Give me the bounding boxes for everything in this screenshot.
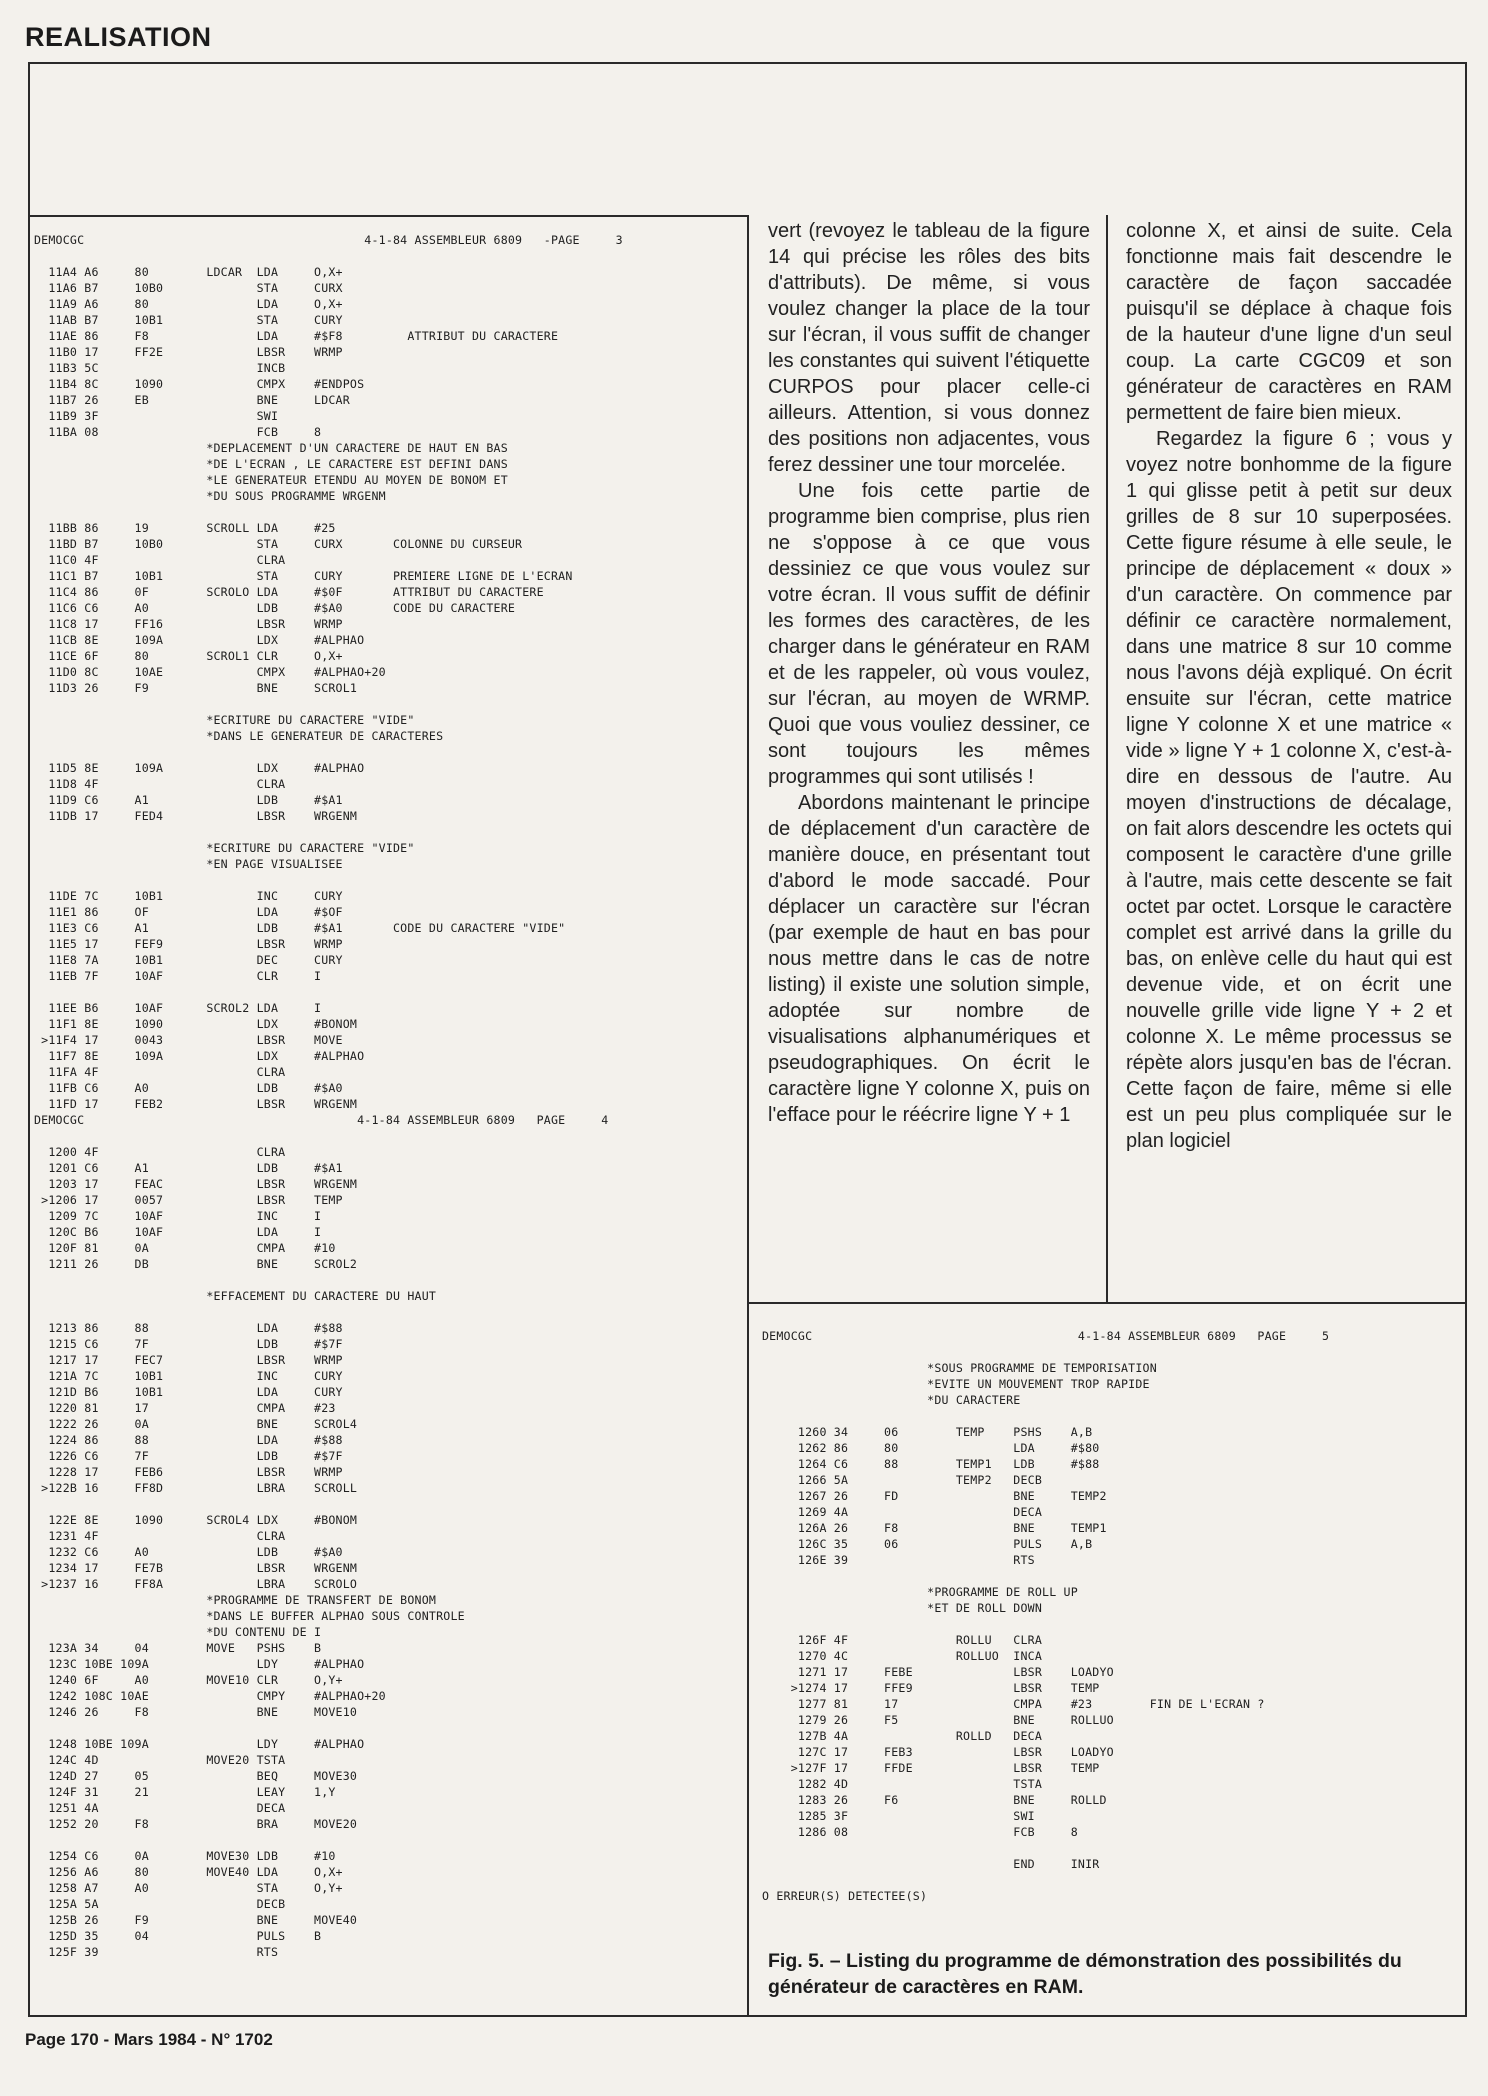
listing-line: 124F 31 21 LEAY 1,Y <box>34 1785 336 1799</box>
text-column-divider <box>1106 215 1108 1303</box>
listing-line: 11EB 7F 10AF CLR I <box>34 969 322 983</box>
listing-line: *ET DE ROLL DOWN <box>762 1601 1043 1615</box>
listing-line: 120F 81 0A CMPA #10 <box>34 1241 336 1255</box>
listing-line <box>34 824 623 840</box>
listing-line: 1213 86 88 LDA #$88 <box>34 1321 343 1335</box>
listing-line: 1260 34 06 TEMP PSHS A,B <box>762 1425 1093 1439</box>
listing-line <box>34 248 623 264</box>
section-header: REALISATION <box>25 22 212 52</box>
listing-line: END INIR <box>762 1857 1100 1871</box>
listing-line: 11B7 26 EB BNE LDCAR <box>34 393 350 407</box>
listing-line: >1206 17 0057 LBSR TEMP <box>34 1193 343 1207</box>
listing-line: 1286 08 FCB 8 <box>762 1825 1078 1839</box>
listing-line: 11FB C6 A0 LDB #$A0 <box>34 1081 343 1095</box>
paragraph: Abordons maintenant le principe de déplacement d'un caractère de manière douce, en présentant tout d'abord le mode saccadé. Pour déplacer un caractère sur l'écran (par exemple de haut en bas pour nous mettre dans le cas de notre listing) il existe une solution simple, adoptée sur nombre de visualisations alphanumériques et pseudographiques. On écrit le caractère ligne Y colonne X, puis on l'efface pour le réécrire ligne Y + 1 <box>768 792 1090 1126</box>
listing-line <box>34 1272 623 1288</box>
listing-line: 1254 C6 0A MOVE30 LDB #10 <box>34 1849 336 1863</box>
listing-line: 1251 4A DECA <box>34 1801 286 1815</box>
listing-line: 1277 81 17 CMPA #23 FIN DE L'ECRAN ? <box>762 1697 1265 1711</box>
listing-line <box>762 1408 1329 1424</box>
listing-line: 11FA 4F CLRA <box>34 1065 286 1079</box>
listing-line: 1246 26 F8 BNE MOVE10 <box>34 1705 358 1719</box>
listing-line: 1232 C6 A0 LDB #$A0 <box>34 1545 343 1559</box>
listing-line: *DU SOUS PROGRAMME WRGENM <box>34 489 386 503</box>
listing-line: *ECRITURE DU CARACTERE "VIDE" <box>34 841 415 855</box>
listing-line: 126E 39 RTS <box>762 1553 1035 1567</box>
listing-line <box>762 1840 1329 1856</box>
listing-line: >1237 16 FF8A LBRA SCROLO <box>34 1577 358 1591</box>
assembly-listing-left <box>34 232 623 1960</box>
page-footer: Page 170 - Mars 1984 - N° 1702 <box>25 2030 273 2049</box>
listing-line: 11BD B7 10B0 STA CURX COLONNE DU CURSEUR <box>34 537 523 551</box>
listing-line: 11C4 86 0F SCROLO LDA #$0F ATTRIBUT DU CARACTERE <box>34 585 544 599</box>
listing-line: 1264 C6 88 TEMP1 LDB #$88 <box>762 1457 1100 1471</box>
listing-line: 11D8 4F CLRA <box>34 777 286 791</box>
listing-line: 11A6 B7 10B0 STA CURX <box>34 281 343 295</box>
listing-line <box>762 1872 1329 1888</box>
listing-line <box>762 1616 1329 1632</box>
listing-line <box>34 1832 623 1848</box>
listing-line: 126F 4F ROLLU CLRA <box>762 1633 1043 1647</box>
listing-line: 11A4 A6 80 LDCAR LDA O,X+ <box>34 265 343 279</box>
listing-line: >1274 17 FFE9 LBSR TEMP <box>762 1681 1100 1695</box>
listing-line: *PROGRAMME DE TRANSFERT DE BONOM <box>34 1593 437 1607</box>
listing-line: 125D 35 04 PULS B <box>34 1929 322 1943</box>
listing-line: 11D5 8E 109A LDX #ALPHAO <box>34 761 365 775</box>
listing-line <box>34 872 623 888</box>
listing-line: 11C6 C6 A0 LDB #$A0 CODE DU CARACTERE <box>34 601 516 615</box>
listing-line: 127C 17 FEB3 LBSR LOADYO <box>762 1745 1114 1759</box>
paragraph: colonne X, et ainsi de suite. Cela fonctionne mais fait descendre le caractère de façon saccadée puisqu'il se déplace à chaque fois de la hauteur d'une ligne d'un seul coup. La carte CGC09 et son générateur de caractères en RAM permettent de faire bien mieux. <box>1126 220 1452 424</box>
listing-line: 11CE 6F 80 SCROL1 CLR O,X+ <box>34 649 343 663</box>
listing-line: 11AB B7 10B1 STA CURY <box>34 313 343 327</box>
listing-line: 11B9 3F SWI <box>34 409 279 423</box>
listing-line: >122B 16 FF8D LBRA SCROLL <box>34 1481 358 1495</box>
listing-line: 11FD 17 FEB2 LBSR WRGENM <box>34 1097 358 1111</box>
listing-line: 1231 4F CLRA <box>34 1529 286 1543</box>
listing-line: 11E3 C6 A1 LDB #$A1 CODE DU CARACTERE "VIDE" <box>34 921 566 935</box>
listing-line: 120C B6 10AF LDA I <box>34 1225 322 1239</box>
listing-line: 11D9 C6 A1 LDB #$A1 <box>34 793 343 807</box>
listing-line: 11B0 17 FF2E LBSR WRMP <box>34 345 343 359</box>
listing-line <box>34 696 623 712</box>
listing-line: *EFFACEMENT DU CARACTERE DU HAUT <box>34 1289 437 1303</box>
listing-line: 1240 6F A0 MOVE10 CLR O,Y+ <box>34 1673 343 1687</box>
listing-line <box>34 1128 623 1144</box>
figure-caption: Fig. 5. – Listing du programme de démonstration des possibilités du générateur de caractères en RAM. <box>768 1950 1402 1998</box>
paragraph: vert (revoyez le tableau de la figure 14 qui précise les rôles des bits d'attributs). De même, si vous voulez changer la place de la tour sur l'écran, il vous suffit de changer les constantes qui suivent l'étiquette CURPOS pour placer celle-ci ailleurs. Attention, si vous donnez des positions non adjacentes, vous ferez dessiner une tour morcelée. <box>768 220 1090 476</box>
listing-line: >11F4 17 0043 LBSR MOVE <box>34 1033 343 1047</box>
listing-line <box>34 1496 623 1512</box>
listing-top-rule <box>28 215 748 217</box>
listing-line: *DU CONTENU DE I <box>34 1625 322 1639</box>
listing-line: 1266 5A TEMP2 DECB <box>762 1473 1043 1487</box>
listing-line: 1269 4A DECA <box>762 1505 1043 1519</box>
listing-line: 11D0 8C 10AE CMPX #ALPHAO+20 <box>34 665 386 679</box>
listing-line: *ECRITURE DU CARACTERE "VIDE" <box>34 713 415 727</box>
listing-line: *DANS LE BUFFER ALPHAO SOUS CONTROLE <box>34 1609 465 1623</box>
listing-line: *EVITE UN MOUVEMENT TROP RAPIDE <box>762 1377 1150 1391</box>
listing-line: 11F7 8E 109A LDX #ALPHAO <box>34 1049 365 1063</box>
listing-line: 11E1 86 OF LDA #$OF <box>34 905 343 919</box>
listing-line: 11BA 08 FCB 8 <box>34 425 322 439</box>
listing-line <box>762 1344 1329 1360</box>
listing-line: 1217 17 FEC7 LBSR WRMP <box>34 1353 343 1367</box>
listing-line: 1209 7C 10AF INC I <box>34 1209 322 1223</box>
listing-line: 1224 86 88 LDA #$88 <box>34 1433 343 1447</box>
article-column-1 <box>768 218 1090 1128</box>
listing-line: *DANS LE GENERATEUR DE CARACTERES <box>34 729 444 743</box>
listing-line: 11E8 7A 10B1 DEC CURY <box>34 953 343 967</box>
listing-line: 1226 C6 7F LDB #$7F <box>34 1449 343 1463</box>
assembly-listing-right <box>762 1328 1329 1904</box>
listing-line: 1222 26 0A BNE SCROL4 <box>34 1417 358 1431</box>
listing-line: 1271 17 FEBE LBSR LOADYO <box>762 1665 1114 1679</box>
listing-line: *DE L'ECRAN , LE CARACTERE EST DEFINI DANS <box>34 457 508 471</box>
listing-line: 1267 26 FD BNE TEMP2 <box>762 1489 1107 1503</box>
listing-line: *EN PAGE VISUALISEE <box>34 857 343 871</box>
listing-line: 123A 34 04 MOVE PSHS B <box>34 1641 322 1655</box>
listing-line: 1242 108C 10AE CMPY #ALPHAO+20 <box>34 1689 386 1703</box>
listing-line: 126A 26 F8 BNE TEMP1 <box>762 1521 1107 1535</box>
listing-line: 11CB 8E 109A LDX #ALPHAO <box>34 633 365 647</box>
listing-line <box>34 744 623 760</box>
listing-line: 124C 4D MOVE20 TSTA <box>34 1753 286 1767</box>
listing-line: 1248 10BE 109A LDY #ALPHAO <box>34 1737 365 1751</box>
listing-line: 1256 A6 80 MOVE40 LDA O,X+ <box>34 1865 343 1879</box>
listing-line: 1201 C6 A1 LDB #$A1 <box>34 1161 343 1175</box>
listing-line: DEMOCGC 4-1-84 ASSEMBLEUR 6809 -PAGE 3 <box>34 233 623 247</box>
listing-line: 11D3 26 F9 BNE SCROL1 <box>34 681 358 695</box>
listing-line: 1252 20 F8 BRA MOVE20 <box>34 1817 358 1831</box>
listing-line: 11BB 86 19 SCROLL LDA #25 <box>34 521 336 535</box>
listing-line: 11DB 17 FED4 LBSR WRGENM <box>34 809 358 823</box>
listing-line: 11C0 4F CLRA <box>34 553 286 567</box>
listing-line: 1234 17 FE7B LBSR WRGENM <box>34 1561 358 1575</box>
listing-line: *DU CARACTERE <box>762 1393 1021 1407</box>
listing-line: 123C 10BE 109A LDY #ALPHAO <box>34 1657 365 1671</box>
listing-line: 1215 C6 7F LDB #$7F <box>34 1337 343 1351</box>
right-listing-top-rule <box>748 1302 1467 1304</box>
listing-line: 121D B6 10B1 LDA CURY <box>34 1385 343 1399</box>
listing-line: 1279 26 F5 BNE ROLLUO <box>762 1713 1114 1727</box>
listing-line: *DEPLACEMENT D'UN CARACTERE DE HAUT EN BAS <box>34 441 508 455</box>
listing-line: 1258 A7 A0 STA O,Y+ <box>34 1881 343 1895</box>
paragraph: Regardez la figure 6 ; vous y voyez notre bonhomme de la figure 1 qui glisse petit à petit sur deux grilles de 8 sur 10 superposées. Cette figure résume à elle seule, le principe de déplacement « doux » d'un caractère. On commence par définir ce caractère normalement, dans une matrice 8 sur 10 comme nous l'avons déjà expliqué. On écrit ensuite sur l'écran, cette matrice ligne Y colonne X et une matrice « vide » ligne Y + 1 colonne X, c'est-à-dire en dessous de l'autre. Au moyen d'instructions de décalage, on fait alors descendre les octets qui composent le caractère d'une grille à l'autre, mais cette descente se fait octet par octet. Lorsque le caractère complet est arrivé dans la grille du bas, on enlève celle du haut qui est devenue vide, et on écrit une nouvelle grille vide ligne Y + 2 et colonne X. Le même processus se répète alors jusqu'en bas de l'écran. Cette façon de faire, même si elle est un peu plus compliquée sur le plan logiciel <box>1126 428 1452 1152</box>
listing-line: *LE GENERATEUR ETENDU AU MOYEN DE BONOM ET <box>34 473 508 487</box>
listing-line <box>34 1304 623 1320</box>
listing-line: 126C 35 06 PULS A,B <box>762 1537 1093 1551</box>
listing-line <box>34 504 623 520</box>
listing-line: 1283 26 F6 BNE ROLLD <box>762 1793 1107 1807</box>
listing-line: 1203 17 FEAC LBSR WRGENM <box>34 1177 358 1191</box>
listing-line: 1262 86 80 LDA #$80 <box>762 1441 1100 1455</box>
listing-line: 11B4 8C 1090 CMPX #ENDPOS <box>34 377 365 391</box>
listing-line: 11F1 8E 1090 LDX #BONOM <box>34 1017 358 1031</box>
listing-line: 124D 27 05 BEQ MOVE30 <box>34 1769 358 1783</box>
listing-line: 125A 5A DECB <box>34 1897 286 1911</box>
listing-line: 121A 7C 10B1 INC CURY <box>34 1369 343 1383</box>
paragraph: Une fois cette partie de programme bien comprise, plus rien ne s'oppose à ce que vous dessiniez ce que vous voulez sur votre écran. Il vous suffit de définir les formes des caractères, de les charger dans le générateur en RAM et de les rappeler, où vous voulez, sur l'écran, au moyen de WRMP. Quoi que vous vouliez dessiner, ce sont toujours les mêmes programmes qui sont utilisés ! <box>768 480 1090 788</box>
listing-line: 11A9 A6 80 LDA O,X+ <box>34 297 343 311</box>
listing-column-divider <box>747 215 749 2017</box>
listing-line: 11B3 5C INCB <box>34 361 286 375</box>
listing-line: 11C8 17 FF16 LBSR WRMP <box>34 617 343 631</box>
listing-line: 1285 3F SWI <box>762 1809 1035 1823</box>
listing-line: 1282 4D TSTA <box>762 1777 1043 1791</box>
listing-line: 1200 4F CLRA <box>34 1145 286 1159</box>
listing-line <box>34 984 623 1000</box>
listing-line: 11C1 B7 10B1 STA CURY PREMIERE LIGNE DE L'ECRAN <box>34 569 573 583</box>
listing-line: 1211 26 DB BNE SCROL2 <box>34 1257 358 1271</box>
listing-line: 122E 8E 1090 SCROL4 LDX #BONOM <box>34 1513 358 1527</box>
listing-line: 125B 26 F9 BNE MOVE40 <box>34 1913 358 1927</box>
listing-line: DEMOCGC 4-1-84 ASSEMBLEUR 6809 PAGE 4 <box>34 1113 609 1127</box>
listing-line: 1270 4C ROLLUO INCA <box>762 1649 1043 1663</box>
listing-line: 125F 39 RTS <box>34 1945 279 1959</box>
listing-line: *PROGRAMME DE ROLL UP <box>762 1585 1078 1599</box>
listing-line: 11AE 86 F8 LDA #$F8 ATTRIBUT DU CARACTERE <box>34 329 559 343</box>
listing-line: O ERREUR(S) DETECTEE(S) <box>762 1889 928 1903</box>
article-column-2 <box>1126 218 1452 1154</box>
listing-line: 1228 17 FEB6 LBSR WRMP <box>34 1465 343 1479</box>
listing-line: 127B 4A ROLLD DECA <box>762 1729 1043 1743</box>
listing-line <box>34 1720 623 1736</box>
listing-line <box>762 1568 1329 1584</box>
listing-line: 11E5 17 FEF9 LBSR WRMP <box>34 937 343 951</box>
listing-line: 11DE 7C 10B1 INC CURY <box>34 889 343 903</box>
listing-line: *SOUS PROGRAMME DE TEMPORISATION <box>762 1361 1157 1375</box>
listing-line: >127F 17 FFDE LBSR TEMP <box>762 1761 1100 1775</box>
listing-line: DEMOCGC 4-1-84 ASSEMBLEUR 6809 PAGE 5 <box>762 1329 1330 1343</box>
listing-line: 11EE B6 10AF SCROL2 LDA I <box>34 1001 322 1015</box>
listing-line: 1220 81 17 CMPA #23 <box>34 1401 336 1415</box>
